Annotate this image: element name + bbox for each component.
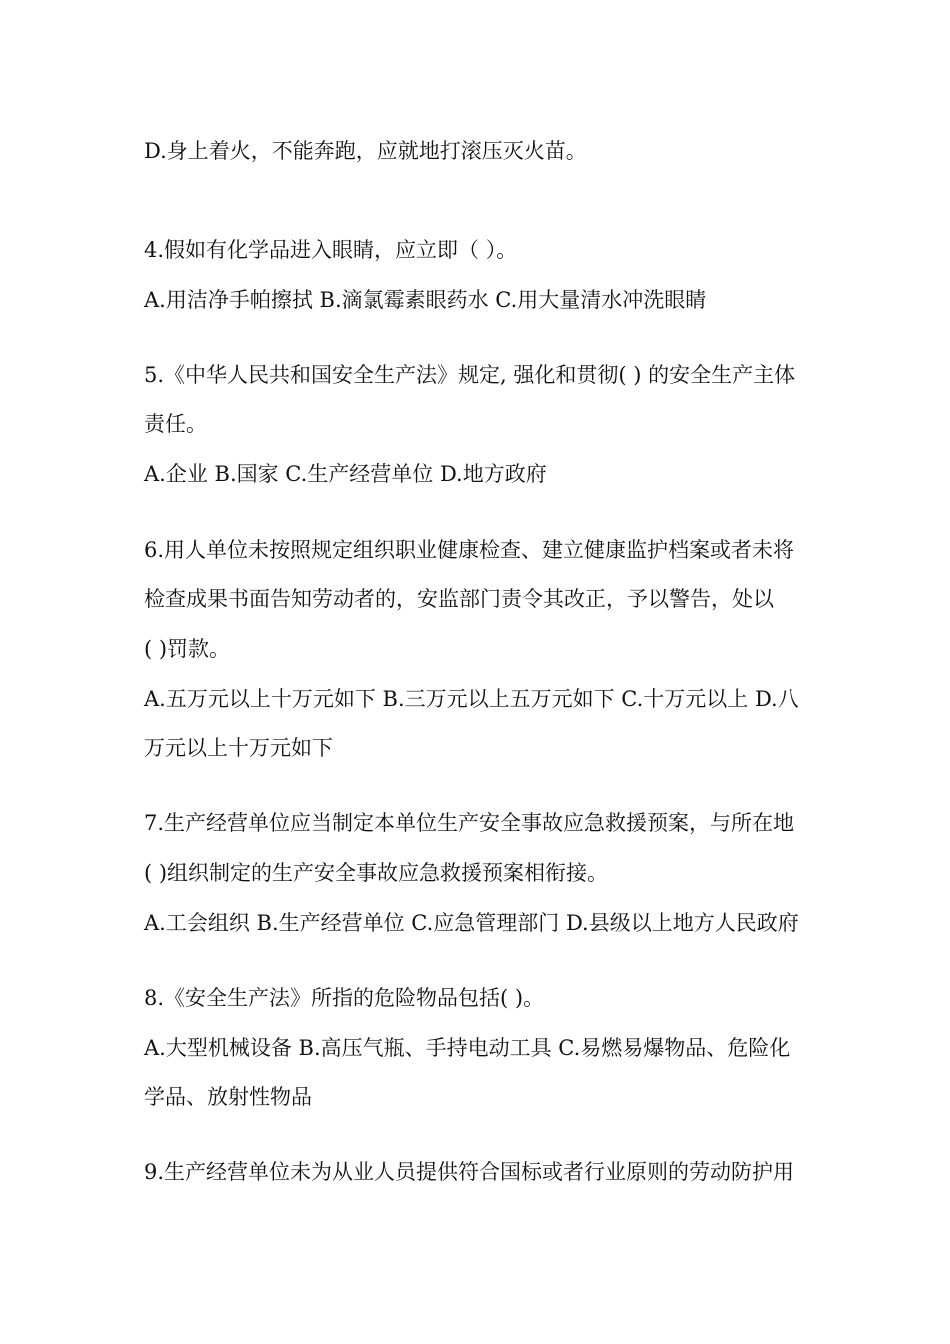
q5-question-line-1: 5.《中华人民共和国安全生产法》规定, 强化和贯彻( ) 的安全生产主体 xyxy=(144,363,796,387)
q9-question-line-1: 9.生产经营单位未为从业人员提供符合国标或者行业原则的劳动防护用 xyxy=(144,1160,795,1184)
q5-options: A.企业 B.国家 C.生产经营单位 D.地方政府 xyxy=(144,462,547,486)
q6-question-line-1: 6.用人单位未按照规定组织职业健康检查、建立健康监护档案或者未将 xyxy=(144,538,795,562)
q6-question-line-3: ( )罚款。 xyxy=(144,637,231,661)
q7-question-line-2: ( )组织制定的生产安全事故应急救援预案相衔接。 xyxy=(144,861,609,885)
q6-options-line-2: 万元以上十万元如下 xyxy=(144,736,333,760)
q6-question-line-2: 检查成果书面告知劳动者的，安监部门责令其改正，予以警告，处以 xyxy=(144,587,774,611)
q7-question-line-1: 7.生产经营单位应当制定本单位生产安全事故应急救援预案，与所在地 xyxy=(144,811,795,835)
q7-options: A.工会组织 B.生产经营单位 C.应急管理部门 D.县级以上地方人民政府 xyxy=(144,911,799,935)
q5-question-line-2: 责任。 xyxy=(144,412,207,436)
q8-options-line-2: 学品、放射性物品 xyxy=(144,1085,312,1109)
q4-question: 4.假如有化学品进入眼睛，应立即（ ）。 xyxy=(144,238,518,262)
q8-question: 8.《安全生产法》所指的危险物品包括( )。 xyxy=(144,986,545,1010)
q3-option-d: D.身上着火，不能奔跑，应就地打滚压灭火苗。 xyxy=(144,139,587,163)
q8-options-line-1: A.大型机械设备 B.高压气瓶、手持电动工具 C.易燃易爆物品、危险化 xyxy=(144,1036,791,1060)
q4-options: A.用洁净手帕擦拭 B.滴氯霉素眼药水 C.用大量清水冲洗眼睛 xyxy=(144,288,707,312)
q6-options-line-1: A.五万元以上十万元如下 B.三万元以上五万元如下 C.十万元以上 D.八 xyxy=(144,687,799,711)
